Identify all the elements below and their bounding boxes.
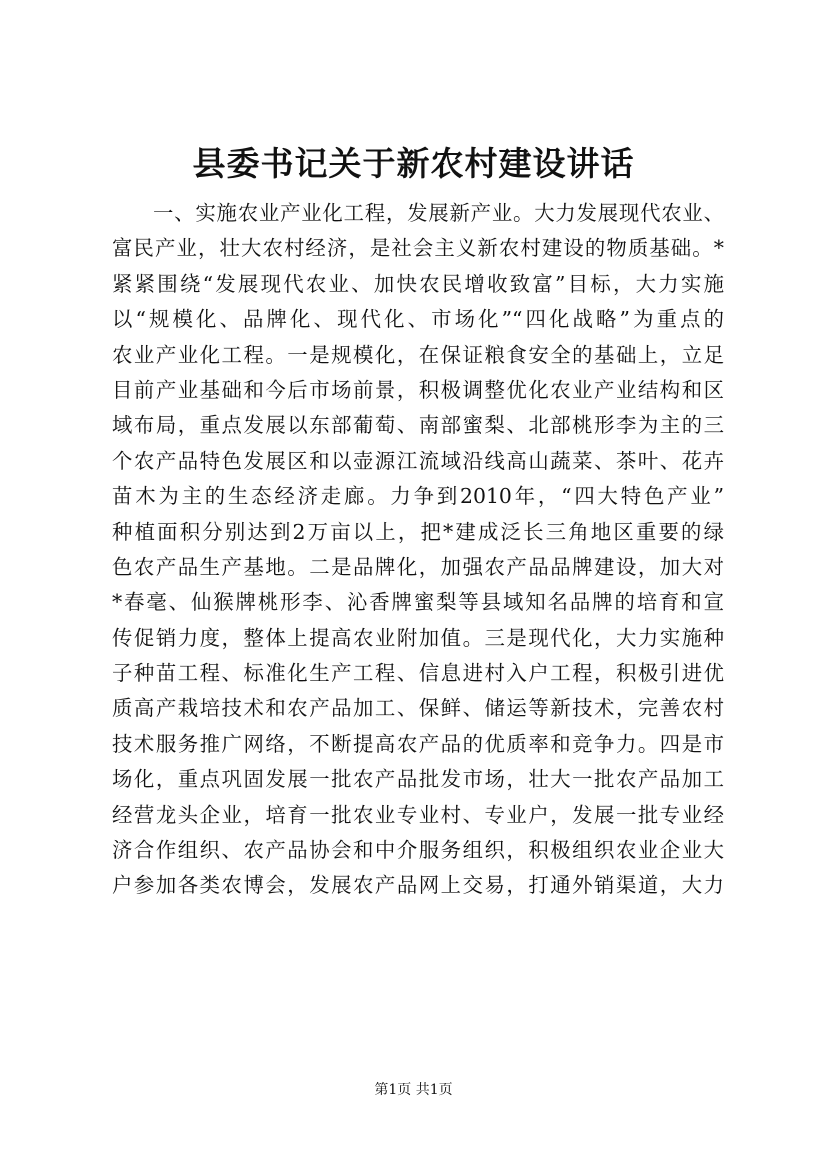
body-line: *春毫、仙猴牌桃形李、沁香牌蜜梨等县域知名品牌的培育和宣 [112,590,724,615]
document-title: 县委书记关于新农村建设讲话 [192,144,635,183]
body-line: 户参加各类农博会，发展农产品网上交易，打通外销渠道，大力 [112,873,724,898]
body-line: 技术服务推广网络，不断提高农产品的优质率和竞争力。四是市 [112,731,724,756]
body-line: 经营龙头企业，培育一批农业专业村、专业户，发展一批专业经 [112,802,724,827]
body-line: 农业产业化工程。一是规模化，在保证粮食安全的基础上，立足 [112,342,724,367]
body-line: 场化，重点巩固发展一批农产品批发市场，壮大一批农产品加工 [112,767,724,792]
body-line: 种植面积分别达到2万亩以上，把*建成泛长三角地区重要的绿 [112,519,724,544]
body-line: 域布局，重点发展以东部葡萄、南部蜜梨、北部桃形李为主的三 [112,413,724,438]
body-line: 以“规模化、品牌化、现代化、市场化”“四化战略”为重点的 [112,307,724,332]
body-line: 紧紧围绕“发展现代农业、加快农民增收致富”目标，大力实施 [112,271,724,296]
document-body [112,196,724,904]
body-line: 富民产业，壮大农村经济，是社会主义新农村建设的物质基础。* [112,236,724,261]
body-line: 色农产品生产基地。二是品牌化，加强农产品品牌建设，加大对 [112,554,724,579]
body-line: 苗木为主的生态经济走廊。力争到2010年，“四大特色产业” [112,484,724,509]
body-line: 个农产品特色发展区和以壶源江流域沿线高山蔬菜、茶叶、花卉 [112,448,724,473]
body-line: 子种苗工程、标准化生产工程、信息进村入户工程，积极引进优 [112,661,724,686]
page-footer: 第1页 共1页 [374,1082,453,1098]
body-line: 传促销力度，整体上提高农业附加值。三是现代化，大力实施种 [112,625,724,650]
body-line: 质高产栽培技术和农产品加工、保鲜、储运等新技术，完善农村 [112,696,724,721]
body-line: 一、实施农业产业化工程，发展新产业。大力发展现代农业、 [153,201,724,225]
body-line: 济合作组织、农产品协会和中介服务组织，积极组织农业企业大 [112,838,724,863]
body-line: 目前产业基础和今后市场前景，积极调整优化农业产业结构和区 [112,377,724,402]
